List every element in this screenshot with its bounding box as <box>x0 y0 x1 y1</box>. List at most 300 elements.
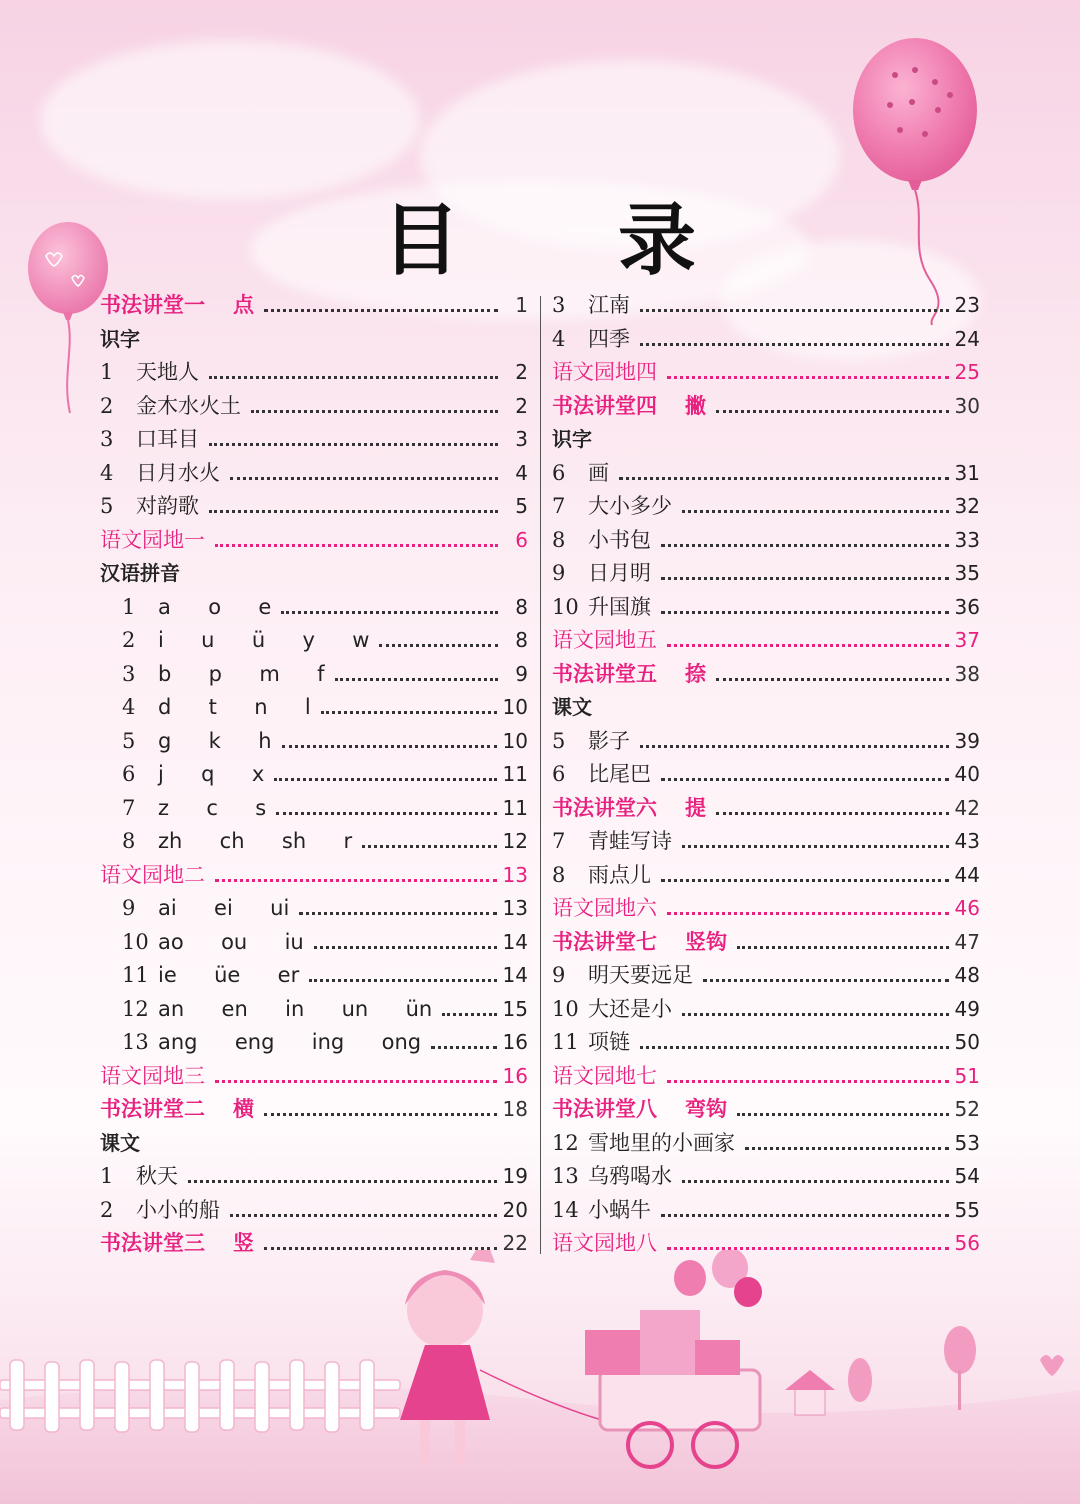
toc-entry-label: 天地人 <box>136 360 199 384</box>
toc-entry-number: 3 <box>552 293 566 317</box>
toc-page-number: 20 <box>502 1197 528 1222</box>
toc-page-number: 6 <box>515 527 528 552</box>
toc-entry-title <box>552 591 657 625</box>
toc-page-number: 11 <box>502 762 528 786</box>
toc-entry-label: 影子 <box>588 728 630 753</box>
toc-entry-title <box>552 825 678 859</box>
toc-row[interactable] <box>552 390 980 424</box>
toc-entry-label: 语文园地八 <box>552 1231 657 1255</box>
toc-row[interactable] <box>100 691 528 725</box>
toc-row[interactable] <box>552 993 980 1027</box>
toc-entry-label: 语文园地一 <box>100 527 205 552</box>
dot-leader <box>335 678 498 681</box>
toc-entry-number: 1 <box>100 360 114 384</box>
toc-section-heading <box>100 557 528 591</box>
toc-section-heading <box>100 323 528 357</box>
toc-page-number: 4 <box>515 460 528 485</box>
toc-entry-label: 金木水火土 <box>136 393 241 418</box>
dot-leader <box>619 477 949 480</box>
dot-leader <box>682 1013 949 1016</box>
toc-row[interactable] <box>552 658 980 692</box>
toc-page-number: 14 <box>502 929 528 954</box>
toc-entry-number: 11 <box>122 963 149 987</box>
dot-leader <box>230 477 498 480</box>
toc-entry-title <box>100 792 272 826</box>
toc-page-number: 25 <box>954 360 980 384</box>
toc-page-number: 50 <box>954 1030 980 1054</box>
toc-entry-label: 明天要远足 <box>588 963 693 987</box>
toc-row[interactable] <box>100 658 528 692</box>
toc-row[interactable] <box>100 356 528 390</box>
toc-page-number: 53 <box>954 1130 980 1155</box>
dot-leader <box>716 678 949 681</box>
toc-row[interactable] <box>552 1060 980 1094</box>
toc-page-number: 49 <box>954 996 980 1021</box>
dot-leader <box>661 544 949 547</box>
toc-entry-label: 画 <box>588 460 609 485</box>
dot-leader <box>230 1214 497 1217</box>
toc-row[interactable] <box>100 1194 528 1228</box>
toc-row[interactable] <box>552 323 980 357</box>
toc-row[interactable] <box>552 1194 980 1228</box>
toc-row[interactable] <box>552 1160 980 1194</box>
toc-entry-stroke: 横 <box>233 1097 254 1121</box>
toc-page-number: 8 <box>515 594 528 619</box>
toc-entry-number: 2 <box>122 628 136 652</box>
title-char: 目 <box>382 196 461 286</box>
toc-row[interactable] <box>552 792 980 826</box>
toc-row[interactable] <box>100 423 528 457</box>
toc-page-number: 10 <box>502 728 528 753</box>
toc-entry-number: 5 <box>552 728 566 753</box>
toc-entry-label: 小蜗牛 <box>588 1197 651 1222</box>
toc-entry-title <box>552 1026 636 1060</box>
dot-leader <box>667 644 949 647</box>
toc-entry-label: 江南 <box>588 293 630 317</box>
toc-entry-number: 13 <box>122 1030 149 1054</box>
toc-row[interactable] <box>552 725 980 759</box>
bottom-illustration <box>0 1250 1080 1504</box>
toc-entry-label: 语文园地三 <box>100 1063 205 1088</box>
toc-entry-number: 4 <box>100 460 114 485</box>
toc-entry-title <box>100 825 358 859</box>
toc-entry-label: 比尾巴 <box>588 762 651 786</box>
dot-leader <box>215 1080 497 1083</box>
toc-entry-number: 5 <box>100 494 114 518</box>
toc-page-number: 35 <box>954 561 980 585</box>
toc-page-number: 56 <box>954 1231 980 1255</box>
toc-entry-title <box>552 457 615 491</box>
toc-entry-number: 11 <box>552 1030 579 1054</box>
toc-page-number: 16 <box>502 1030 528 1054</box>
dot-leader <box>321 711 497 714</box>
title-char: 录 <box>618 196 697 286</box>
toc-entry-label: 语文园地四 <box>552 360 657 384</box>
toc-entry-stroke: 弯钩 <box>685 1097 727 1121</box>
toc-entry-title <box>552 892 663 926</box>
toc-entry-number: 7 <box>552 829 566 853</box>
toc-section-heading <box>552 691 980 725</box>
toc-page-number: 32 <box>954 494 980 518</box>
toc-row[interactable] <box>100 490 528 524</box>
toc-entry-label: 对韵歌 <box>136 494 199 518</box>
toc-entry-title <box>100 926 310 960</box>
toc-page-number: 37 <box>954 628 980 652</box>
toc-entry-number: 2 <box>100 1197 114 1222</box>
toc-entry-label: ai ei ui <box>158 896 290 920</box>
toc-entry-stroke: 撇 <box>685 393 706 418</box>
toc-row[interactable] <box>552 524 980 558</box>
toc-page-number: 44 <box>954 862 980 887</box>
toc-entry-stroke: 竖 <box>233 1231 254 1255</box>
toc-row[interactable] <box>100 524 528 558</box>
toc-row[interactable] <box>552 758 980 792</box>
toc-entry-title <box>100 993 438 1027</box>
toc-page-number: 19 <box>502 1164 528 1188</box>
toc-entry-title <box>100 859 211 893</box>
dot-leader <box>716 812 949 815</box>
dot-leader <box>682 510 949 513</box>
toc-entry-title <box>552 1160 678 1194</box>
dot-leader <box>379 644 498 647</box>
toc-entry-label: 书法讲堂二 <box>100 1097 205 1121</box>
dot-leader <box>188 1180 497 1183</box>
toc-entry-label: 书法讲堂七 <box>552 929 657 954</box>
toc-entry-label: 大还是小 <box>588 996 672 1021</box>
toc-entry-title <box>552 390 712 424</box>
toc-entry-title <box>100 658 331 692</box>
toc-entry-label: 书法讲堂六 <box>552 795 657 820</box>
toc-row[interactable] <box>100 959 528 993</box>
toc-row[interactable] <box>100 1060 528 1094</box>
toc-row[interactable] <box>552 591 980 625</box>
toc-entry-title <box>100 591 277 625</box>
toc-entry-number: 14 <box>552 1197 579 1222</box>
toc-entry-label: an en in un ün <box>158 996 433 1021</box>
toc-page-number: 23 <box>954 293 980 317</box>
toc-entry-label: d t n l <box>158 695 311 719</box>
toc-entry-label: ie üe er <box>158 963 300 987</box>
toc-entry-title <box>552 557 657 591</box>
toc-entry-title <box>552 993 678 1027</box>
toc-entry-title <box>552 1194 657 1228</box>
toc-row[interactable] <box>552 457 980 491</box>
toc-entry-label: b p m f <box>158 661 325 686</box>
toc-entry-stroke: 点 <box>233 293 254 317</box>
toc-entry-number: 12 <box>552 1130 579 1155</box>
toc-entry-title <box>552 323 636 357</box>
toc-entry-label: 语文园地七 <box>552 1063 657 1088</box>
toc-row[interactable] <box>100 725 528 759</box>
toc-entry-label: 项链 <box>588 1030 630 1054</box>
toc-page-number: 8 <box>515 628 528 652</box>
toc-page-number: 30 <box>954 393 980 418</box>
toc-entry-title <box>552 624 663 658</box>
toc-entry-number: 6 <box>122 762 136 786</box>
dot-leader <box>281 611 498 614</box>
toc-entry-label: 书法讲堂一 <box>100 293 205 317</box>
toc-row[interactable] <box>552 624 980 658</box>
toc-entry-title <box>552 859 657 893</box>
toc-entry-number: 7 <box>552 494 566 518</box>
toc-page-number: 36 <box>954 594 980 619</box>
toc-page-number: 39 <box>954 728 980 753</box>
toc-entry-number: 4 <box>552 326 566 351</box>
toc-left-column <box>100 289 528 1261</box>
toc-entry-label: 小书包 <box>588 527 651 552</box>
toc-entry-number: 3 <box>122 661 136 686</box>
toc-row[interactable] <box>552 356 980 390</box>
toc-page-number: 52 <box>954 1097 980 1121</box>
toc-page-number: 54 <box>954 1164 980 1188</box>
toc-entry-number: 10 <box>552 594 579 619</box>
toc-entry-label: 雨点儿 <box>588 862 651 887</box>
toc-page-number: 46 <box>954 896 980 920</box>
toc-row[interactable] <box>552 859 980 893</box>
toc-entry-label: 口耳目 <box>136 427 199 451</box>
toc-entry-title <box>552 490 678 524</box>
dot-leader <box>667 376 949 379</box>
toc-row[interactable] <box>100 859 528 893</box>
dot-leader <box>299 912 496 915</box>
toc-entry-title <box>552 658 712 692</box>
toc-entry-label: 秋天 <box>136 1164 178 1188</box>
toc-row[interactable] <box>552 490 980 524</box>
toc-entry-number: 8 <box>552 862 566 887</box>
toc-entry-number: 9 <box>122 896 136 920</box>
toc-entry-title <box>552 1093 733 1127</box>
toc-entry-stroke: 竖钩 <box>685 929 727 954</box>
toc-row[interactable] <box>100 993 528 1027</box>
toc-page-number: 5 <box>515 494 528 518</box>
dot-leader <box>640 309 949 312</box>
toc-entry-title <box>552 524 657 558</box>
toc-row[interactable] <box>100 926 528 960</box>
toc-entry-title <box>100 524 211 558</box>
dot-leader <box>682 1180 949 1183</box>
toc-entry-number: 9 <box>552 963 566 987</box>
toc-entry-title <box>100 356 205 390</box>
toc-entry-label: g k h <box>158 728 272 753</box>
toc-page-number: 12 <box>502 829 528 853</box>
dot-leader <box>209 443 498 446</box>
toc-page-number: 42 <box>954 795 980 820</box>
toc-row[interactable] <box>100 1093 528 1127</box>
toc-entry-number: 6 <box>552 460 566 485</box>
toc-section-heading <box>552 423 980 457</box>
toc-entry-title <box>100 725 278 759</box>
toc-entry-label: ao ou iu <box>158 929 304 954</box>
toc-entry-title <box>100 289 260 323</box>
toc-entry-label: 语文园地六 <box>552 896 657 920</box>
toc-page-number: 13 <box>502 862 528 887</box>
toc-entry-label: 日月明 <box>588 561 651 585</box>
dot-leader <box>251 410 498 413</box>
toc-entry-number: 8 <box>552 527 566 552</box>
toc-row[interactable] <box>100 792 528 826</box>
toc-entry-label: 语文园地五 <box>552 628 657 652</box>
toc-entry-label: ang eng ing ong <box>158 1030 422 1054</box>
toc-right-column <box>552 289 980 1261</box>
dot-leader <box>661 879 949 882</box>
toc-entry-number: 1 <box>122 594 136 619</box>
toc-page-number: 18 <box>502 1097 528 1121</box>
toc-entry-stroke: 捺 <box>685 661 706 686</box>
toc-page-number: 33 <box>954 527 980 552</box>
dot-leader <box>276 812 496 815</box>
dot-leader <box>745 1147 949 1150</box>
dot-leader <box>274 778 496 781</box>
dot-leader <box>667 1080 949 1083</box>
toc-page-number: 16 <box>502 1063 528 1088</box>
toc-row[interactable] <box>100 1026 528 1060</box>
dot-leader <box>640 745 949 748</box>
dot-leader <box>661 1214 949 1217</box>
section-label: 识字 <box>552 427 592 451</box>
toc-entry-label: 四季 <box>588 326 630 351</box>
toc-entry-title <box>100 1194 226 1228</box>
page-title <box>0 196 1080 286</box>
toc-page-number: 55 <box>954 1197 980 1222</box>
toc-entry-label: 书法讲堂三 <box>100 1231 205 1255</box>
toc-row[interactable] <box>552 1026 980 1060</box>
toc-entry-label: 书法讲堂五 <box>552 661 657 686</box>
toc-entry-number: 8 <box>122 829 136 853</box>
section-label: 汉语拼音 <box>100 561 180 585</box>
toc-row[interactable] <box>100 289 528 323</box>
toc-page-number: 38 <box>954 661 980 686</box>
toc-page-number: 43 <box>954 829 980 853</box>
dot-leader <box>264 1113 497 1116</box>
toc-row[interactable] <box>552 959 980 993</box>
dot-leader <box>264 309 498 312</box>
toc-entry-label: 雪地里的小画家 <box>588 1130 735 1155</box>
toc-row[interactable] <box>552 289 980 323</box>
toc-entry-number: 7 <box>122 795 136 820</box>
toc-entry-label: 大小多少 <box>588 494 672 518</box>
toc-row[interactable] <box>552 926 980 960</box>
toc-entry-title <box>100 624 375 658</box>
toc-row[interactable] <box>100 591 528 625</box>
toc-entry-title <box>552 1127 741 1161</box>
toc-entry-number: 12 <box>122 996 149 1021</box>
dot-leader <box>737 946 949 949</box>
toc-row[interactable] <box>100 390 528 424</box>
toc-entry-number: 3 <box>100 427 114 451</box>
toc-page-number: 40 <box>954 762 980 786</box>
toc-entry-title <box>552 1060 663 1094</box>
toc-page-number: 11 <box>502 795 528 820</box>
toc-entry-title <box>100 490 205 524</box>
dot-leader <box>431 1046 496 1049</box>
dot-leader <box>282 745 497 748</box>
toc-row[interactable] <box>552 1093 980 1127</box>
toc-entry-label: z c s <box>158 795 267 820</box>
toc-entry-title <box>552 959 699 993</box>
toc-row[interactable] <box>100 758 528 792</box>
toc-row[interactable] <box>100 825 528 859</box>
dot-leader <box>640 343 949 346</box>
dot-leader <box>661 577 949 580</box>
section-label: 课文 <box>100 1130 140 1155</box>
section-label: 识字 <box>100 326 140 351</box>
toc-row[interactable] <box>100 457 528 491</box>
toc-entry-label: 升国旗 <box>588 594 651 619</box>
toc-entry-number: 9 <box>552 561 566 585</box>
toc-row[interactable] <box>552 1127 980 1161</box>
toc-row[interactable] <box>552 892 980 926</box>
dot-leader <box>661 611 949 614</box>
toc-page-number: 31 <box>954 460 980 485</box>
toc-page-number: 15 <box>502 996 528 1021</box>
toc-entry-title <box>100 892 295 926</box>
toc-page-number: 51 <box>954 1063 980 1088</box>
toc-entry-label: 语文园地二 <box>100 862 205 887</box>
dot-leader <box>314 946 497 949</box>
toc-entry-title <box>100 758 270 792</box>
toc-page-number: 48 <box>954 963 980 987</box>
toc-section-heading <box>100 1127 528 1161</box>
toc-row[interactable] <box>552 825 980 859</box>
dot-leader <box>716 410 949 413</box>
toc-entry-label: 书法讲堂八 <box>552 1097 657 1121</box>
toc-entry-number: 6 <box>552 762 566 786</box>
toc-row[interactable] <box>552 557 980 591</box>
dot-leader <box>362 845 496 848</box>
toc-entry-number: 2 <box>100 393 114 418</box>
toc-entry-label: a o e <box>158 594 272 619</box>
toc-entry-label: j q x <box>158 762 265 786</box>
toc-page-number: 2 <box>515 360 528 384</box>
toc-entry-number: 1 <box>100 1164 114 1188</box>
toc-entry-label: 书法讲堂四 <box>552 393 657 418</box>
toc-entry-number: 10 <box>552 996 579 1021</box>
toc-entry-number: 5 <box>122 728 136 753</box>
toc-page-number: 14 <box>502 963 528 987</box>
toc-entry-label: 青蛙写诗 <box>588 829 672 853</box>
toc-entry-title <box>100 1160 184 1194</box>
toc-page-number: 2 <box>515 393 528 418</box>
toc-page-number: 1 <box>515 293 528 317</box>
dot-leader <box>661 778 949 781</box>
toc-row[interactable] <box>100 892 528 926</box>
toc-entry-title <box>100 457 226 491</box>
dot-leader <box>215 879 497 882</box>
toc-row[interactable] <box>100 1160 528 1194</box>
toc-entry-title <box>100 423 205 457</box>
toc-entry-number: 10 <box>122 929 149 954</box>
toc-entry-label: zh ch sh r <box>158 829 353 853</box>
toc-entry-title <box>100 1060 211 1094</box>
toc-page-number: 10 <box>502 695 528 719</box>
toc-entry-title <box>100 691 317 725</box>
toc-entry-title <box>100 1026 427 1060</box>
column-divider <box>540 296 541 1254</box>
dot-leader <box>737 1113 949 1116</box>
toc-entry-number: 13 <box>552 1164 579 1188</box>
dot-leader <box>667 912 949 915</box>
toc-page-number: 22 <box>502 1231 528 1255</box>
toc-row[interactable] <box>100 624 528 658</box>
toc-entry-title <box>552 725 636 759</box>
dot-leader <box>215 544 498 547</box>
toc-entry-title <box>100 1093 260 1127</box>
toc-entry-title <box>552 356 663 390</box>
dot-leader <box>209 510 498 513</box>
cloud-decoration <box>40 40 420 200</box>
toc-entry-title <box>100 959 305 993</box>
toc-entry-title <box>552 289 636 323</box>
